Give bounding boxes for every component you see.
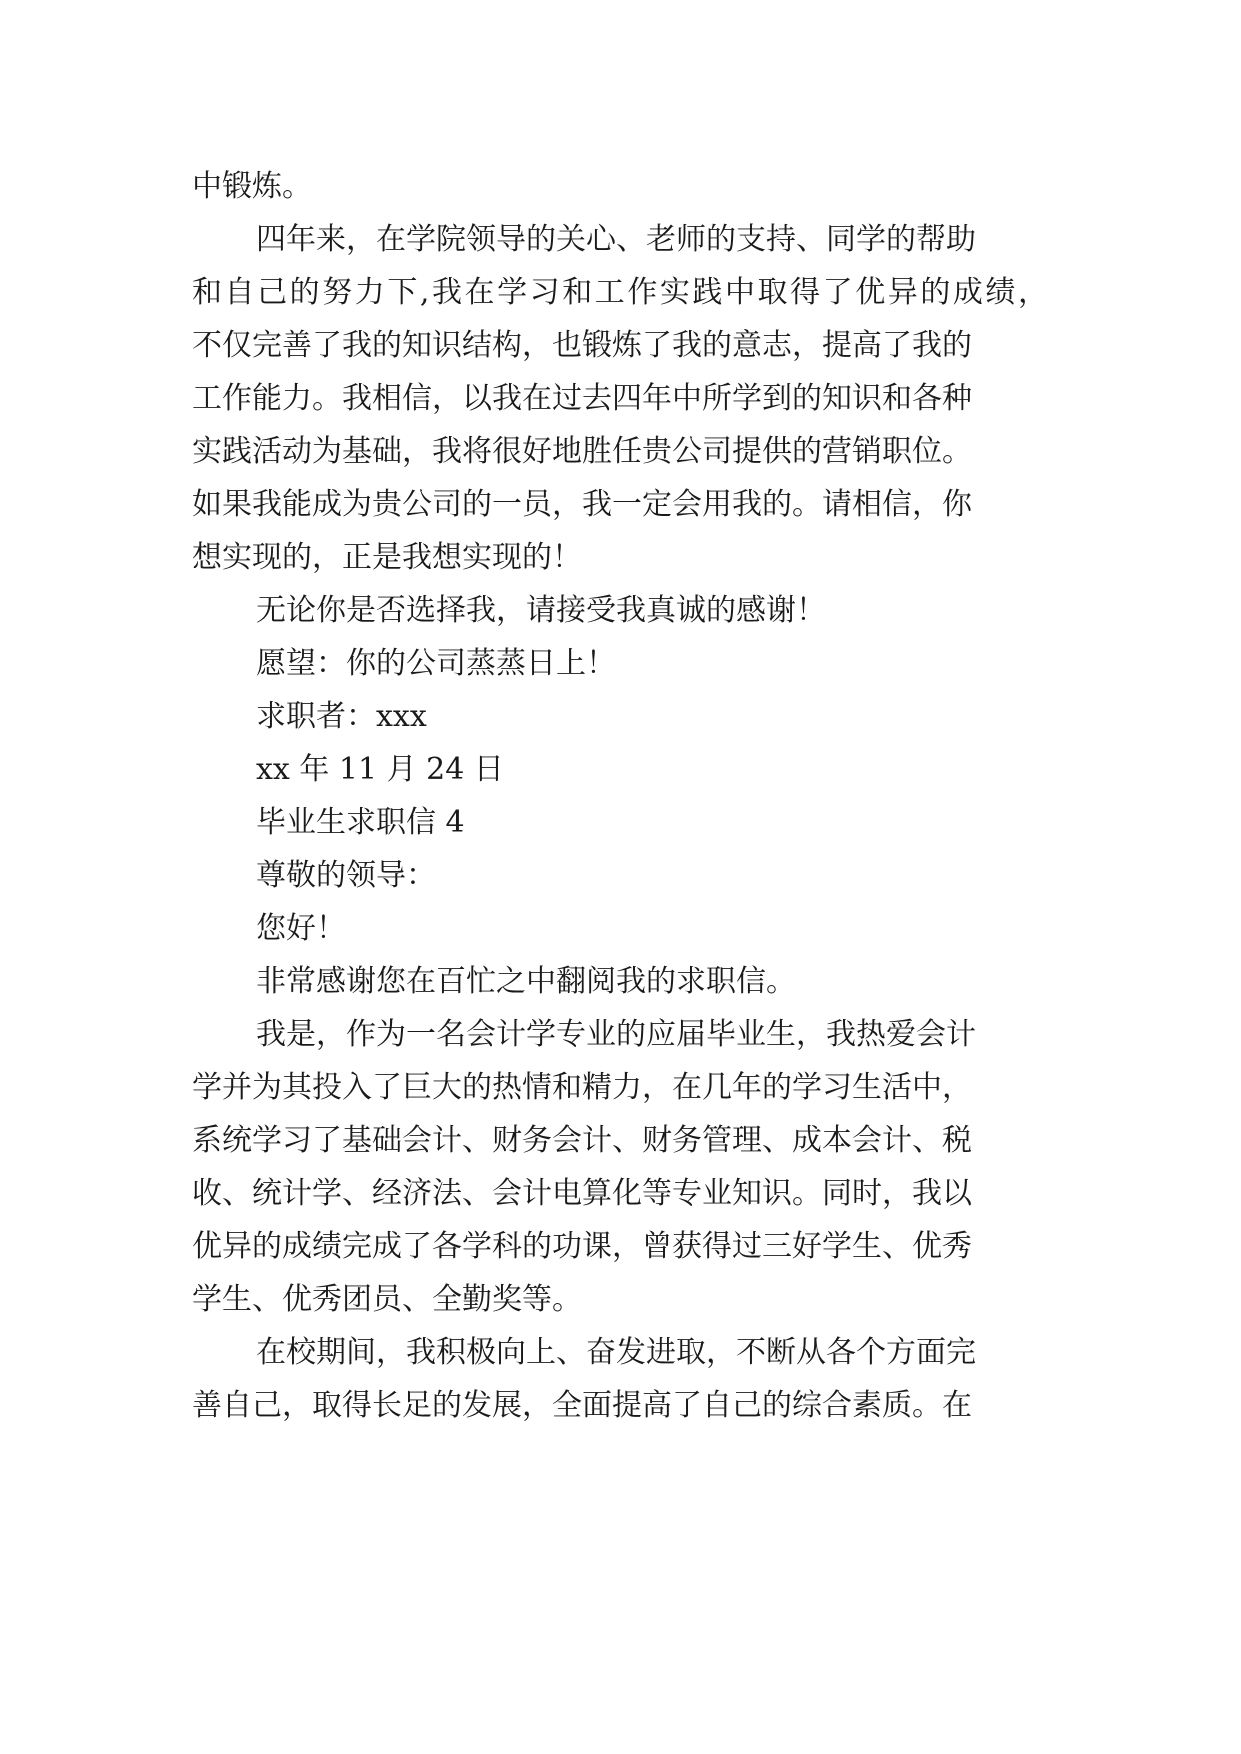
text-line: 想实现的，正是我想实现的！ — [192, 540, 582, 575]
section-title: 毕业生求职信 4 — [256, 805, 465, 840]
paragraph-start-line: 无论你是否选择我，请接受我真诚的感谢！ — [256, 593, 826, 628]
paragraph-start-line: 在校期间，我积极向上、奋发进取，不断从各个方面完 — [256, 1335, 976, 1370]
text-line: 实践活动为基础，我将很好地胜任贵公司提供的营销职位。 — [192, 434, 972, 469]
text-line: 学生、优秀团员、全勤奖等。 — [192, 1282, 582, 1317]
text-line: 收、统计学、经济法、会计电算化等专业知识。同时，我以 — [192, 1176, 972, 1211]
text-line: 不仅完善了我的知识结构，也锻炼了我的意志，提高了我的 — [192, 328, 972, 363]
text-line: 和自己的努力下,我在学习和工作实践中取得了优异的成绩， — [192, 275, 1048, 310]
paragraph-start-line: 我是，作为一名会计学专业的应届毕业生，我热爱会计 — [256, 1017, 976, 1052]
text-line: 系统学习了基础会计、财务会计、财务管理、成本会计、税 — [192, 1123, 972, 1158]
text-line: 如果我能成为贵公司的一员，我一定会用我的。请相信，你 — [192, 487, 972, 522]
date-line: xx 年 11 月 24 日 — [256, 752, 504, 787]
wish-line: 愿望：你的公司蒸蒸日上！ — [256, 646, 616, 681]
text-line: 中锻炼。 — [192, 169, 312, 204]
greeting-line: 您好！ — [256, 911, 346, 946]
text-line: 工作能力。我相信，以我在过去四年中所学到的知识和各种 — [192, 381, 972, 416]
text-line: 善自己，取得长足的发展，全面提高了自己的综合素质。在 — [192, 1388, 972, 1423]
signature-line: 求职者：xxx — [256, 699, 427, 734]
paragraph-start-line: 四年来，在学院领导的关心、老师的支持、同学的帮助 — [256, 222, 976, 257]
salutation-line: 尊敬的领导： — [256, 858, 436, 893]
paragraph-start-line: 非常感谢您在百忙之中翻阅我的求职信。 — [256, 964, 796, 999]
text-line: 学并为其投入了巨大的热情和精力，在几年的学习生活中， — [192, 1070, 972, 1105]
text-line: 优异的成绩完成了各学科的功课，曾获得过三好学生、优秀 — [192, 1229, 972, 1264]
